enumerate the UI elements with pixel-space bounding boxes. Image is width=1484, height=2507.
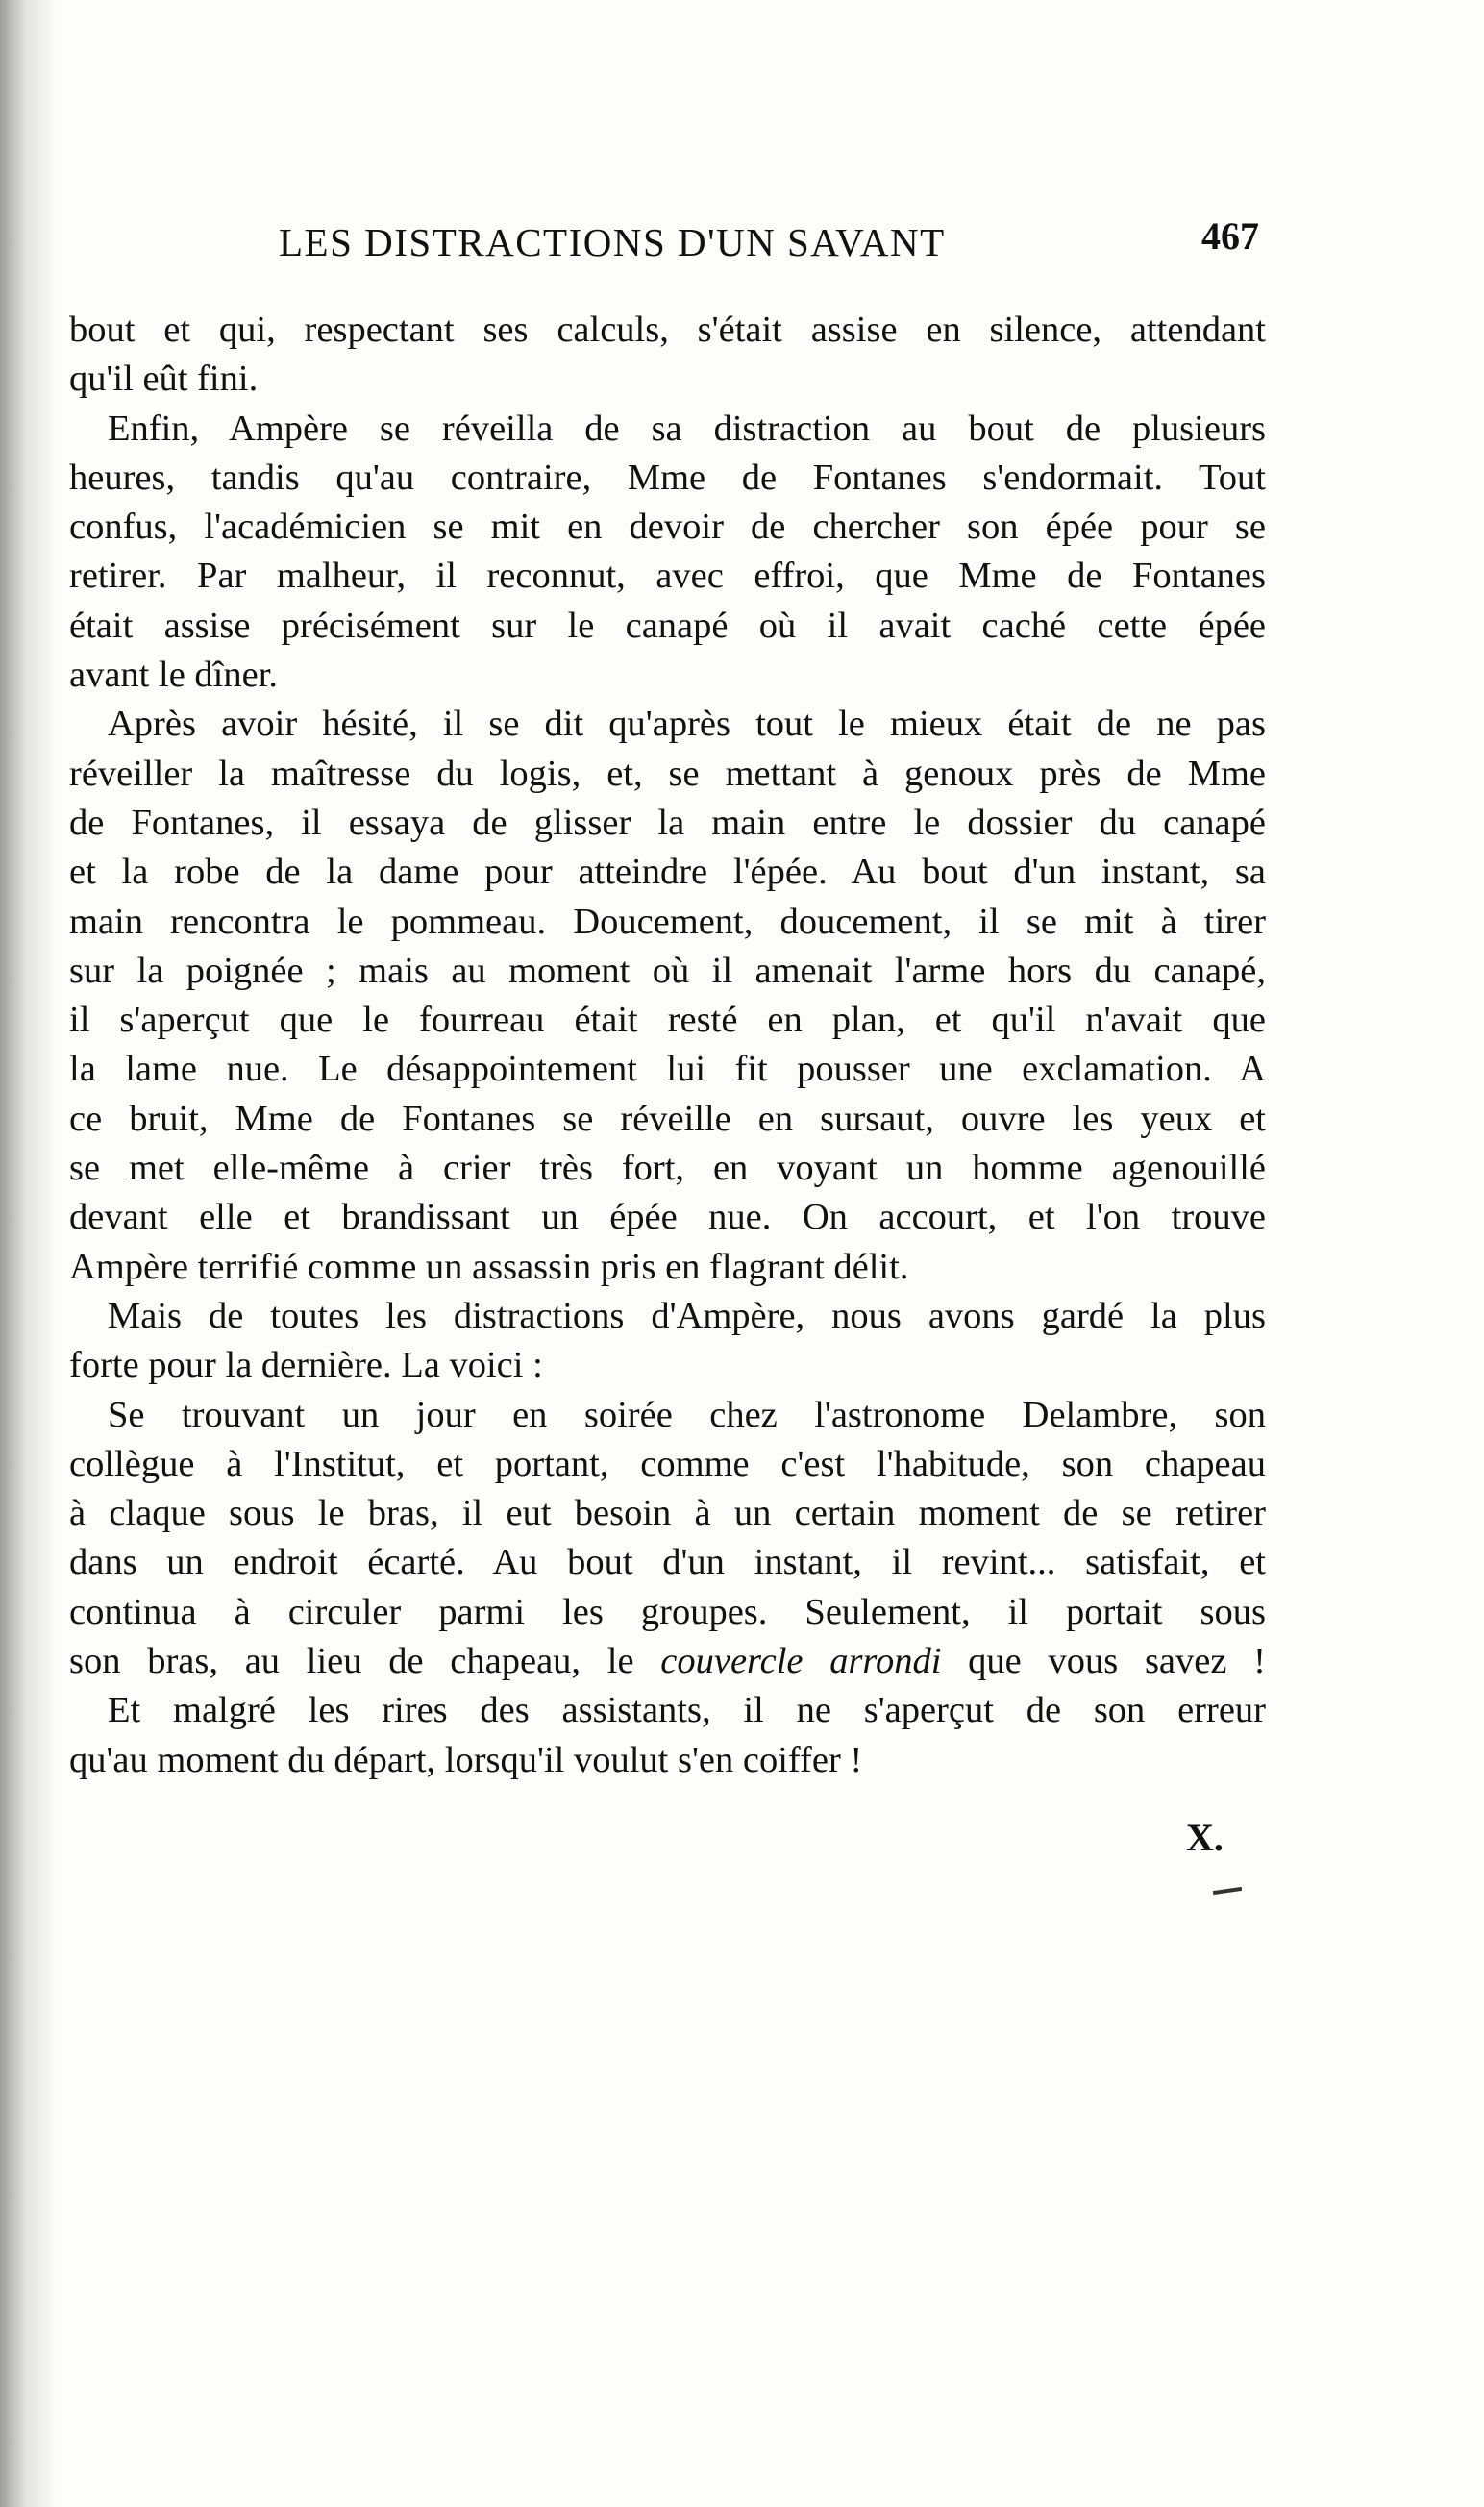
text-line: main rencontra le pommeau. Doucement, doucement, il se mit à tirer bbox=[69, 901, 1266, 942]
body-text bbox=[69, 306, 1266, 1785]
end-ornament bbox=[1213, 1887, 1242, 1895]
page-number: 467 bbox=[1201, 214, 1259, 258]
text-run: que vous savez ! bbox=[941, 1641, 1266, 1682]
text-run: son bras, au lieu de chapeau, le bbox=[69, 1641, 661, 1682]
text-line: et la robe de la dame pour atteindre l'épée. Au bout d'un instant, sa bbox=[69, 852, 1266, 893]
running-header bbox=[279, 214, 1259, 277]
text-line: avant le dîner. bbox=[69, 655, 279, 696]
text-line: bout et qui, respectant ses calculs, s'était assise en silence, attendant bbox=[69, 310, 1266, 350]
text-line: forte pour la dernière. La voici : bbox=[69, 1345, 543, 1386]
text-line: la lame nue. Le désappointement lui fit pousser une exclamation. A bbox=[69, 1049, 1266, 1090]
text-line: Et malgré les rires des assistants, il ne s'aperçut de son erreur bbox=[108, 1690, 1266, 1731]
text-line: sur la poignée ; mais au moment où il amenait l'arme hors du canapé, bbox=[69, 950, 1266, 991]
scan-gutter-shadow bbox=[0, 0, 58, 2507]
text-line: à claque sous le bras, il eut besoin à un certain moment de se retirer bbox=[69, 1493, 1266, 1534]
text-line-with-italic bbox=[69, 1637, 1266, 1686]
paragraph bbox=[69, 700, 1266, 1292]
text-line: collègue à l'Institut, et portant, comme c'est l'habitude, son chapeau bbox=[69, 1443, 1266, 1484]
text-line: confus, l'académicien se mit en devoir de chercher son épée pour se bbox=[69, 507, 1266, 548]
text-line: Ampère terrifié comme un assassin pris en flagrant délit. bbox=[69, 1246, 909, 1287]
text-line: de Fontanes, il essaya de glisser la main entre le dossier du canapé bbox=[69, 802, 1266, 843]
text-line: était assise précisément sur le canapé où il avait caché cette épée bbox=[69, 605, 1266, 646]
text-line: qu'il eût fini. bbox=[69, 359, 259, 400]
text-line: ce bruit, Mme de Fontanes se réveille en sursaut, ouvre les yeux et bbox=[69, 1098, 1266, 1139]
text-line: qu'au moment du départ, lorsqu'il voulut s'en coiffer ! bbox=[69, 1739, 863, 1780]
text-line: il s'aperçut que le fourreau était resté en plan, et qu'il n'avait que bbox=[69, 1000, 1266, 1041]
paragraph bbox=[69, 1686, 1266, 1785]
text-line: Se trouvant un jour en soirée chez l'astronome Delambre, son bbox=[108, 1394, 1266, 1435]
paragraph bbox=[69, 405, 1266, 701]
running-title: LES DISTRACTIONS D'UN SAVANT bbox=[279, 220, 946, 264]
text-line: Enfin, Ampère se réveilla de sa distraction au bout de plusieurs bbox=[108, 408, 1266, 449]
text-line: Mais de toutes les distractions d'Ampère, nous avons gardé la plus bbox=[108, 1295, 1266, 1336]
text-line: retirer. Par malheur, il reconnut, avec effroi, que Mme de Fontanes bbox=[69, 556, 1266, 597]
text-line: se met elle-même à crier très fort, en voyant un homme agenouillé bbox=[69, 1148, 1266, 1189]
text-line: continua à circuler parmi les groupes. Seulement, il portait sous bbox=[69, 1591, 1266, 1632]
text-line: dans un endroit écarté. Au bout d'un instant, il revint... satisfait, et bbox=[69, 1542, 1266, 1583]
text-line: réveiller la maîtresse du logis, et, se mettant à genoux près de Mme bbox=[69, 753, 1266, 794]
paragraph bbox=[69, 1292, 1266, 1391]
text-line: devant elle et brandissant un épée nue. On accourt, et l'on trouve bbox=[69, 1197, 1266, 1238]
paragraph bbox=[69, 1391, 1266, 1687]
author-signature: X. bbox=[1186, 1816, 1224, 1859]
text-line: Après avoir hésité, il se dit qu'après tout le mieux était de ne pas bbox=[108, 704, 1266, 745]
text-line: heures, tandis qu'au contraire, Mme de Fontanes s'endormait. Tout bbox=[69, 457, 1266, 498]
paragraph bbox=[69, 306, 1266, 405]
italic-phrase: couvercle arrondi bbox=[660, 1641, 942, 1682]
